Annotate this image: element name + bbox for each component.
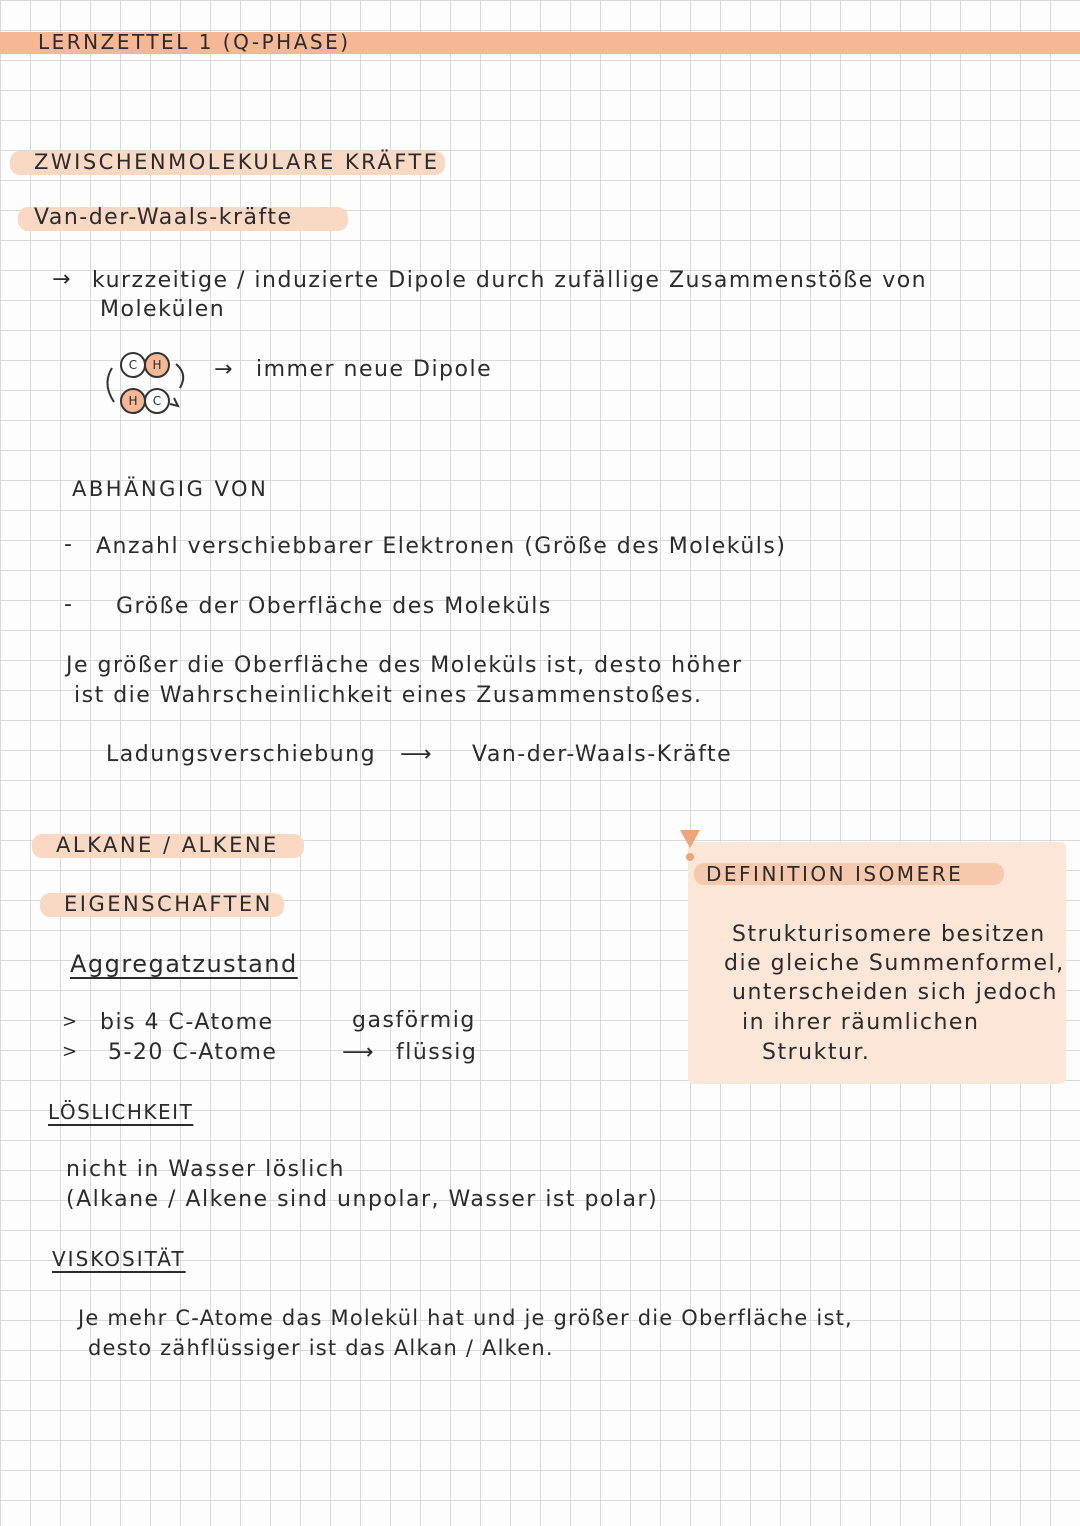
atom-h: H bbox=[144, 352, 170, 378]
molecule-illustration bbox=[100, 346, 200, 416]
list-marker: > bbox=[62, 1011, 79, 1032]
page-title: LERNZETTEL 1 (Q-PHASE) bbox=[38, 30, 351, 54]
section-title-alkane: ALKANE / ALKENE bbox=[56, 833, 279, 857]
subtitle-van-der-waals: Van-der-Waals-kräfte bbox=[34, 205, 293, 230]
list-marker: > bbox=[62, 1041, 79, 1062]
atom-c: C bbox=[144, 388, 170, 414]
subtitle-eigenschaften: EIGENSCHAFTEN bbox=[64, 892, 273, 916]
list-item: Größe der Oberfläche des Moleküls bbox=[116, 594, 552, 619]
flow-arrow: ⟶ bbox=[400, 742, 434, 767]
paragraph-line: ist die Wahrscheinlichkeit eines Zusammenstoßes. bbox=[74, 683, 703, 708]
flow-right: Van-der-Waals-Kräfte bbox=[472, 742, 733, 767]
list-dash: - bbox=[64, 592, 74, 617]
definition-title: DEFINITION ISOMERE bbox=[706, 862, 964, 886]
paragraph-line: Je größer die Oberfläche des Moleküls ist, desto höher bbox=[66, 653, 743, 678]
depends-title: ABHÄNGIG VON bbox=[72, 477, 269, 501]
text-line: nicht in Wasser löslich bbox=[66, 1157, 345, 1182]
dipole-arrow: → bbox=[214, 357, 234, 382]
aggregat-row2-arrow: ⟶ bbox=[342, 1040, 376, 1065]
atom-c: C bbox=[120, 352, 146, 378]
section-title-zwischenmolekulare: ZWISCHENMOLEKULARE KRÄFTE bbox=[34, 150, 440, 174]
exclamation-icon bbox=[678, 826, 702, 866]
definition-line: Struktur. bbox=[762, 1040, 871, 1065]
text-line: kurzzeitige / induzierte Dipole durch zufällige Zusammenstöße von bbox=[92, 268, 928, 293]
definition-line: in ihrer räumlichen bbox=[742, 1010, 980, 1035]
list-item: Anzahl verschiebbarer Elektronen (Größe des Moleküls) bbox=[96, 534, 787, 559]
text-line: Molekülen bbox=[100, 297, 226, 322]
aggregat-row2-right: flüssig bbox=[396, 1040, 478, 1065]
aggregat-row2-left: 5-20 C-Atome bbox=[108, 1040, 278, 1065]
text-line: (Alkane / Alkene sind unpolar, Wasser ist polar) bbox=[66, 1187, 659, 1212]
list-dash: - bbox=[64, 532, 74, 557]
aggregat-row1-right: gasförmig bbox=[352, 1008, 476, 1033]
atom-h: H bbox=[120, 388, 146, 414]
aggregat-title: Aggregatzustand bbox=[70, 950, 298, 978]
viskositaet-title: VISKOSITÄT bbox=[52, 1247, 186, 1271]
aggregat-row1-left: bis 4 C-Atome bbox=[100, 1010, 274, 1035]
definition-line: unterscheiden sich jedoch bbox=[732, 980, 1058, 1005]
text-line: Je mehr C-Atome das Molekül hat und je größer die Oberfläche ist, bbox=[78, 1306, 853, 1330]
flow-left: Ladungsverschiebung bbox=[106, 742, 377, 767]
dipole-text: immer neue Dipole bbox=[256, 357, 493, 382]
definition-line: Strukturisomere besitzen bbox=[732, 922, 1046, 947]
definition-line: die gleiche Summenformel, bbox=[724, 951, 1065, 976]
loeslichkeit-title: LÖSLICHKEIT bbox=[48, 1100, 194, 1124]
text-line: desto zähflüssiger ist das Alkan / Alken. bbox=[88, 1336, 554, 1360]
bullet-arrow: → bbox=[52, 267, 72, 292]
